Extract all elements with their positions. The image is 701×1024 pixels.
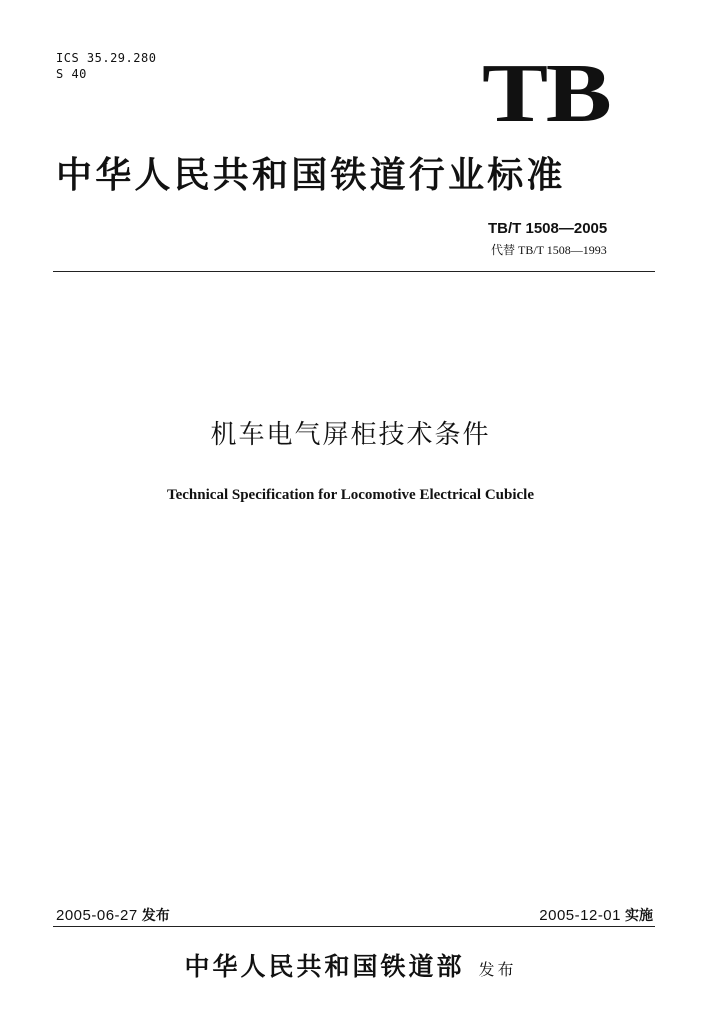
issue-date-label: 发布 <box>141 908 170 924</box>
ics-code: ICS 35.29.280 <box>56 51 157 65</box>
implementation-date-label: 实施 <box>625 908 653 924</box>
standard-authority-title: 中华人民共和国铁道行业标准 <box>56 154 566 196</box>
standard-number: TB/T 1508—2005 <box>488 220 608 237</box>
classification-codes <box>56 50 156 82</box>
header-divider <box>53 271 655 272</box>
implementation-date <box>539 906 653 926</box>
issuer-name: 中华人民共和国铁道部 <box>184 952 465 981</box>
ccs-code: S 40 <box>56 67 87 81</box>
document-title-cn: 机车电气屏柜技术条件 <box>210 420 491 450</box>
issue-date <box>56 906 170 926</box>
issuer-action: 发布 <box>478 960 517 979</box>
issuer <box>0 950 701 984</box>
implementation-date-value: 2005-12-01 <box>539 907 621 924</box>
replaces-standard: 代替 TB/T 1508—1993 <box>491 243 607 257</box>
footer-divider <box>53 926 655 927</box>
tb-logo: TB <box>482 47 610 140</box>
document-title-en: Technical Specification for Locomotive Electrical Cubicle <box>166 487 535 503</box>
issue-date-value: 2005-06-27 <box>56 907 138 924</box>
